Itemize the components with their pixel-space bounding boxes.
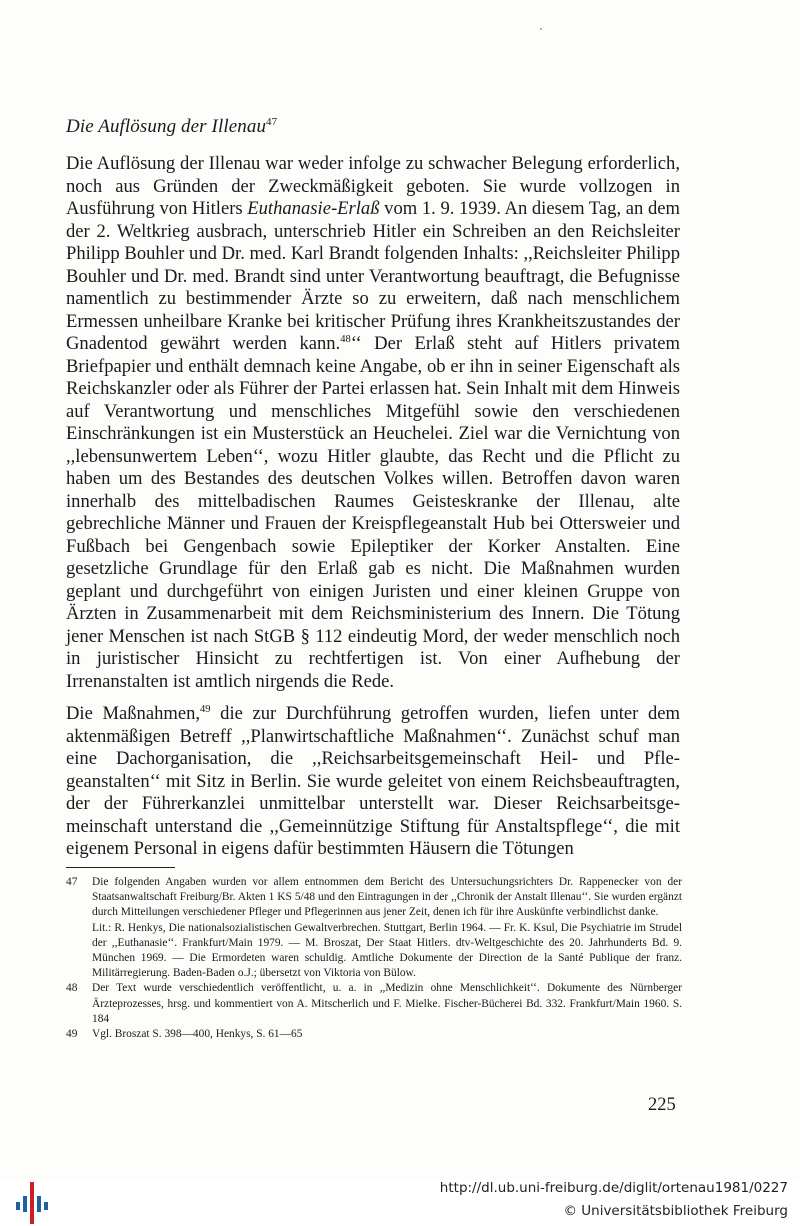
footnote-text: Der Text wurde verschiedentlich veröffentlicht, u. a. in ,,Medizin ohne Menschlichkeit‘‘. Dokumente des Nürnberger Ärzteprozesses, hrsg. und kommentiert von A. Mitscherlich und F. Mielke. Fischer-Bücherei Bd. 332. Frankfurt/Main 1960. S. 184 [92, 982, 682, 1025]
logo-bar [16, 1202, 20, 1210]
heading-title: Die Auflösung der Illenau [66, 116, 267, 137]
footnote-text: Die folgenden Angaben wurden vor allem entnommen dem Bericht des Untersuchungsrichters Dr. Rappenecker von der Staatsanwaltschaft Freiburg/Br. Akten 1 KS 5/48 und den Eintragungen in der ,,Chronik der Anstalt Illenau‘‘. Sie wurden ergänzt durch Mitteilungen verschiedener Pfleger und Pflegerinnen aus jener Zeit, denen ich für ihre Auskünfte verbindlichst danke. [92, 876, 682, 919]
footnotes [66, 875, 682, 1042]
university-library-logo-icon [10, 1180, 50, 1226]
paragraph-2 [66, 703, 680, 861]
footnote-number: 48 [66, 982, 78, 995]
paragraph-2-text-a: Die Maßnahmen, [66, 703, 201, 724]
footnote-body [92, 875, 682, 981]
footnote-ref-49: 49 [200, 704, 211, 715]
footnote-number: 49 [66, 1028, 78, 1041]
paragraph-1-text-b: vom 1. 9. 1939. An diesem Tag, an dem der 2. Weltkrieg ausbrach, unterschrieb Hitler ein Schreiben an den Reichsleiter Philipp Bouhler und Dr. med. Karl Brandt folgenden Inhalts: ,,Reichsleiter Philipp Bouhler und Dr. med. Brandt sind unter Verantwortung beauftragt, die Befugnisse namentlich zu bestimmender Ärzte so zu erweitern, daß nach menschlichem Ermessen unheilbare Kranke bei kritischer Prüfung ihres Krankheitszustandes der Gnadentod gewährt werden kann. [66, 198, 680, 354]
footnote-ref-48: 48 [340, 334, 351, 345]
scan-speck [540, 28, 542, 30]
paragraph-1-text-c: ‘‘ Der Erlaß steht auf Hitlers privatem Briefpapier und enthält demnach keine Angabe, ob er ihn in seiner Eigenschaft als Reichskanzler oder als Führer der Partei erlassen hat. Sein Inhalt mit dem Hinweis auf Verantwortung und menschliches Mitgefühl sowie den verschiedenen Einschränkungen ist ein Musterstück an Heuchelei. Ziel war die Vernichtung von ,,lebensunwertem Leben‘‘, wozu Hitler glaubte, das Recht und die Pflicht zu haben um des Bestandes des deutschen Volkes willen. Betroffen davon waren innerhalb des mittelbadischen Raumes Geisteskranke der Illenau, alte gebrechliche Männer und Frauen der Kreispflegeanstalt Hub bei Ottersweier und Fußbach bei Gengenbach sowie Epileptiker der Korker Anstalten. Eine gesetzliche Grundlage für den Erlaß gab es nicht. Die Maßnahmen wurden geplant und durchgeführt von einigen Juristen und einer kleinen Gruppe von Ärzten in Zusammenarbeit mit dem Reichsministerium des Innern. Die Tötung jener Menschen ist nach StGB § 112 eindeutig Mord, der weder menschlich noch in juristischer Hinsicht zu rechtfertigen ist. Von einer Aufhebung der Irrenanstalten ist amtlich nirgends die Rede. [66, 333, 680, 692]
paragraph-1-emphasis: Euthanasie-Erlaß [247, 198, 380, 219]
copyright-notice: © Universitätsbibliothek Freiburg [563, 1203, 788, 1219]
footnote-literature: Lit.: R. Henkys, Die nationalsozialistischen Gewaltverbrechen. Stuttgart, Berlin 1964. — Fr. K. Ksul, Die Psychiatrie im Strudel der ,,Euthanasie‘‘. Frankfurt/Main 1979. — M. Broszat, Der Staat Hitlers. dtv-Weltgeschichte des 20. Jahrhunderts Bd. 9. München 1969. — Die Ermordeten waren schuldig. Amtliche Dokumente der Direction de la Santé Publique der franz. Militärregierung. Baden-Baden o.J.; übersetzt von Viktoria von Bülow. [92, 921, 682, 980]
logo-bar [23, 1196, 27, 1212]
logo-bar [30, 1182, 34, 1224]
logo-bar [44, 1202, 48, 1210]
footnote-49 [66, 1027, 682, 1042]
page-number: 225 [648, 1095, 676, 1115]
source-url-link[interactable]: http://dl.ub.uni-freiburg.de/diglit/ortenau1981/0227 [439, 1180, 788, 1196]
footnote-separator [66, 867, 175, 868]
footnote-48 [66, 981, 682, 1027]
paragraph-1-text-a: Die Auflösung der Illenau war weder infolge zu schwacher Belegung erforderlich, noch aus Gründen der Zweckmäßigkeit geboten. Sie wurde vollzogen in Ausführung von Hitlers [66, 153, 680, 219]
paragraph-1 [66, 153, 680, 693]
section-heading [66, 116, 277, 138]
heading-footnote-ref: 47 [266, 116, 278, 128]
footnote-text: Vgl. Broszat S. 398—400, Henkys, S. 61—65 [92, 1028, 303, 1041]
footnote-number: 47 [66, 876, 78, 888]
logo-bar [37, 1196, 41, 1212]
footnote-47 [66, 875, 682, 981]
paragraph-2-text-b: die zur Durchführung getroffen wurden, liefen unter dem aktenmäßigen Betreff ,,Planwirtschaftliche Maßnahmen‘‘. Zunächst schuf man eine Dachorganisation, die ,,Reichsarbeitsgemeinschaft Heil- und Pflegeanstalten‘‘ mit Sitz in Berlin. Sie wurde geleitet von einem Reichsbeauftragten, der der Führerkanzlei unmittelbar unterstellt war. Dieser Reichsarbeitsgemeinschaft unterstand die ,,Gemeinnützige Stiftung für Anstaltspflege‘‘, die mit eigenem Personal in eigens dafür bestimmten Häusern die Tötungen [66, 703, 680, 859]
